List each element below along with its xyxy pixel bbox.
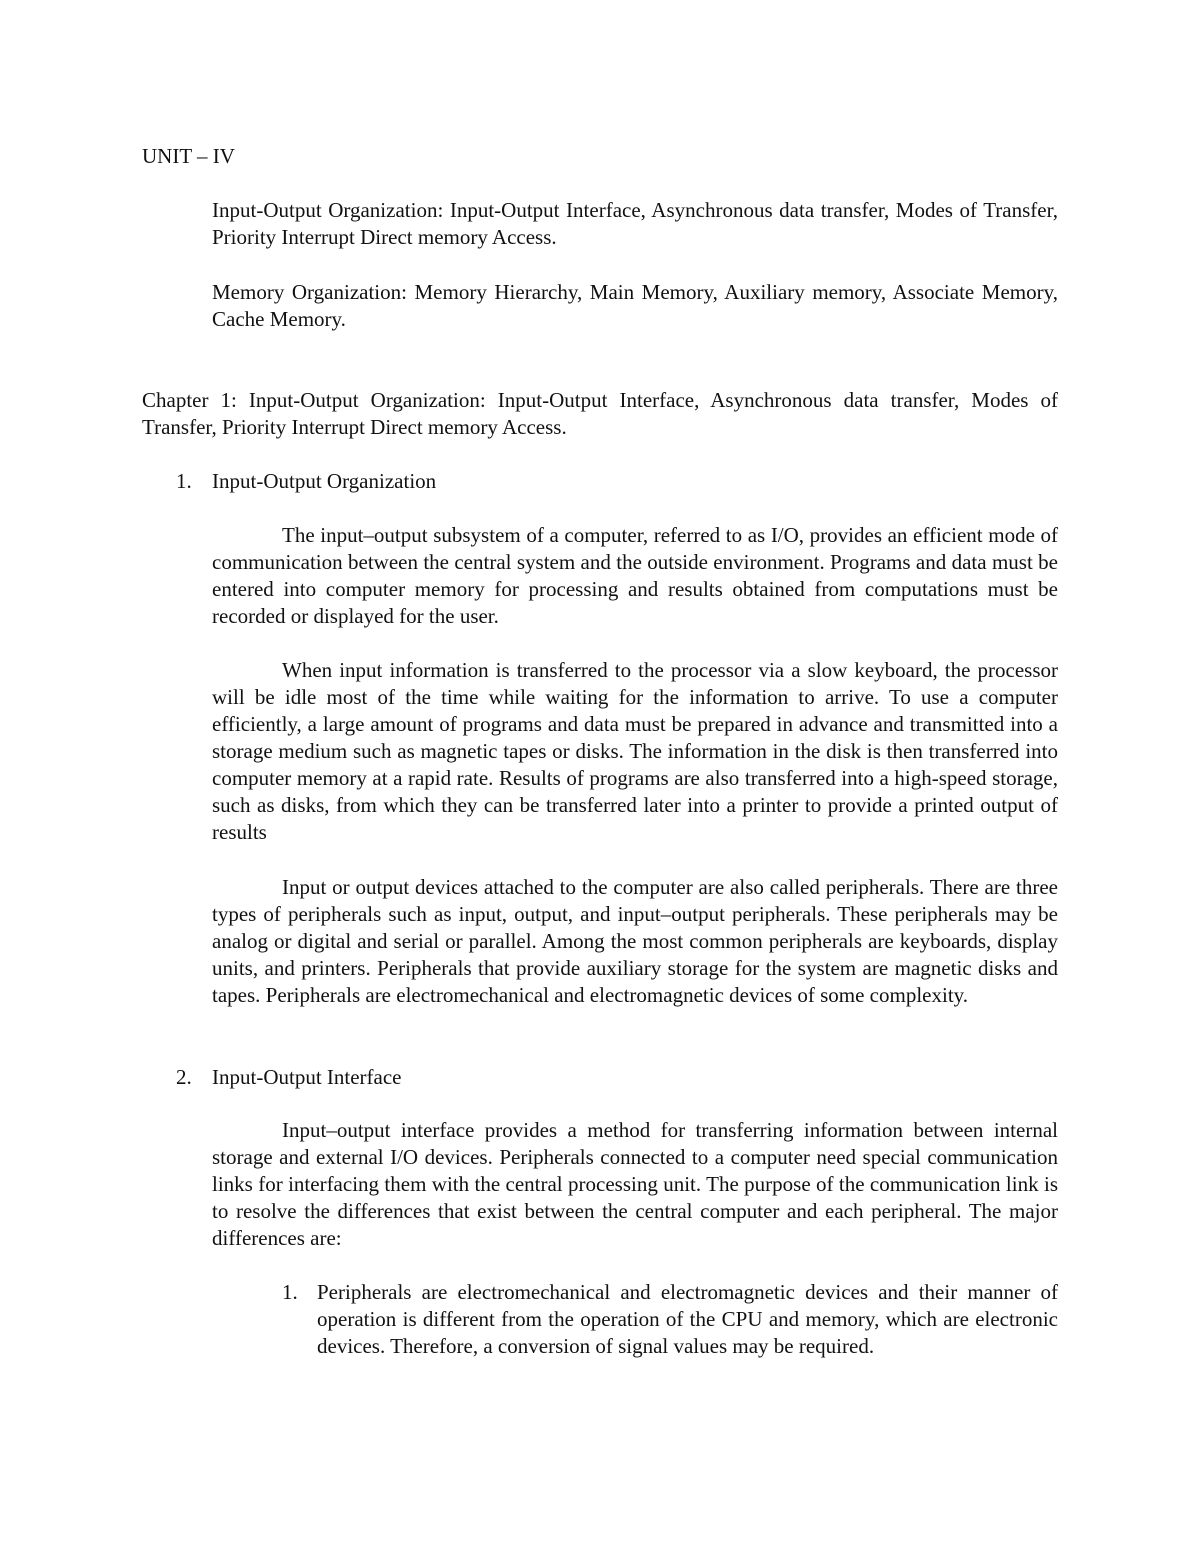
- list-item: [282, 1279, 1058, 1360]
- paragraph-io-subsystem: The input–output subsystem of a computer, referred to as I/O, provides an efficient mode of communication between the central system and the outside environment. Programs and data must be entered into computer memory for processing and results obtained from computations must be recorded or displayed for the user.: [212, 523, 1058, 628]
- section-heading-io-organization: [176, 468, 436, 495]
- unit-title: UNIT – IV: [142, 144, 235, 168]
- section-number: 1.: [176, 469, 192, 493]
- paragraph-slow-keyboard: When input information is transferred to the processor via a slow keyboard, the processor will be idle most of the time while waiting for the information to arrive. To use a computer efficiently, a large amount of programs and data must be prepared in advance and transmitted into a storage medium such as magnetic tapes or disks. The information in the disk is then transferred into computer memory at a rapid rate. Results of programs are also transferred into a high-speed storage, such as disks, from which they can be transferred later into a printer to provide a printed output of results: [212, 658, 1058, 844]
- paragraph-peripherals: Input or output devices attached to the computer are also called peripherals. There are three types of peripherals such as input, output, and input–output peripherals. These peripherals may be analog or digital and serial or parallel. Among the most common peripherals are keyboards, display units, and printers. Peripherals that provide auxiliary storage for the system are magnetic disks and tapes. Peripherals are electromechanical and electromagnetic devices of some complexity.: [212, 875, 1058, 1007]
- list-item-number: 1.: [282, 1280, 298, 1304]
- section-title: Input-Output Organization: [212, 469, 437, 493]
- differences-list: [282, 1279, 1058, 1360]
- chapter-heading: Chapter 1: Input-Output Organization: Input-Output Interface, Asynchronous data transfer, Modes of Transfer, Priority Interrupt Direct memory Access.: [142, 388, 1058, 439]
- paragraph-io-interface: Input–output interface provides a method for transferring information between internal storage and external I/O devices. Peripherals connected to a computer need special communication links for interfacing them with the central processing unit. The purpose of the communication link is to resolve the differences that exist between the central computer and each peripheral. The major differences are:: [212, 1118, 1058, 1250]
- syllabus-memory-organization: Memory Organization: Memory Hierarchy, Main Memory, Auxiliary memory, Associate Memory, Cache Memory.: [212, 280, 1058, 331]
- section-number: 2.: [176, 1065, 192, 1089]
- section-heading-io-interface: [176, 1064, 402, 1091]
- syllabus-io-organization: Input-Output Organization: Input-Output Interface, Asynchronous data transfer, Modes of Transfer, Priority Interrupt Direct memory Access.: [212, 198, 1058, 249]
- section-title: Input-Output Interface: [212, 1065, 402, 1089]
- list-item-text: Peripherals are electromechanical and electromagnetic devices and their manner of operation is different from the operation of the CPU and memory, which are electronic devices. Therefore, a conversion of signal values may be required.: [317, 1280, 1058, 1358]
